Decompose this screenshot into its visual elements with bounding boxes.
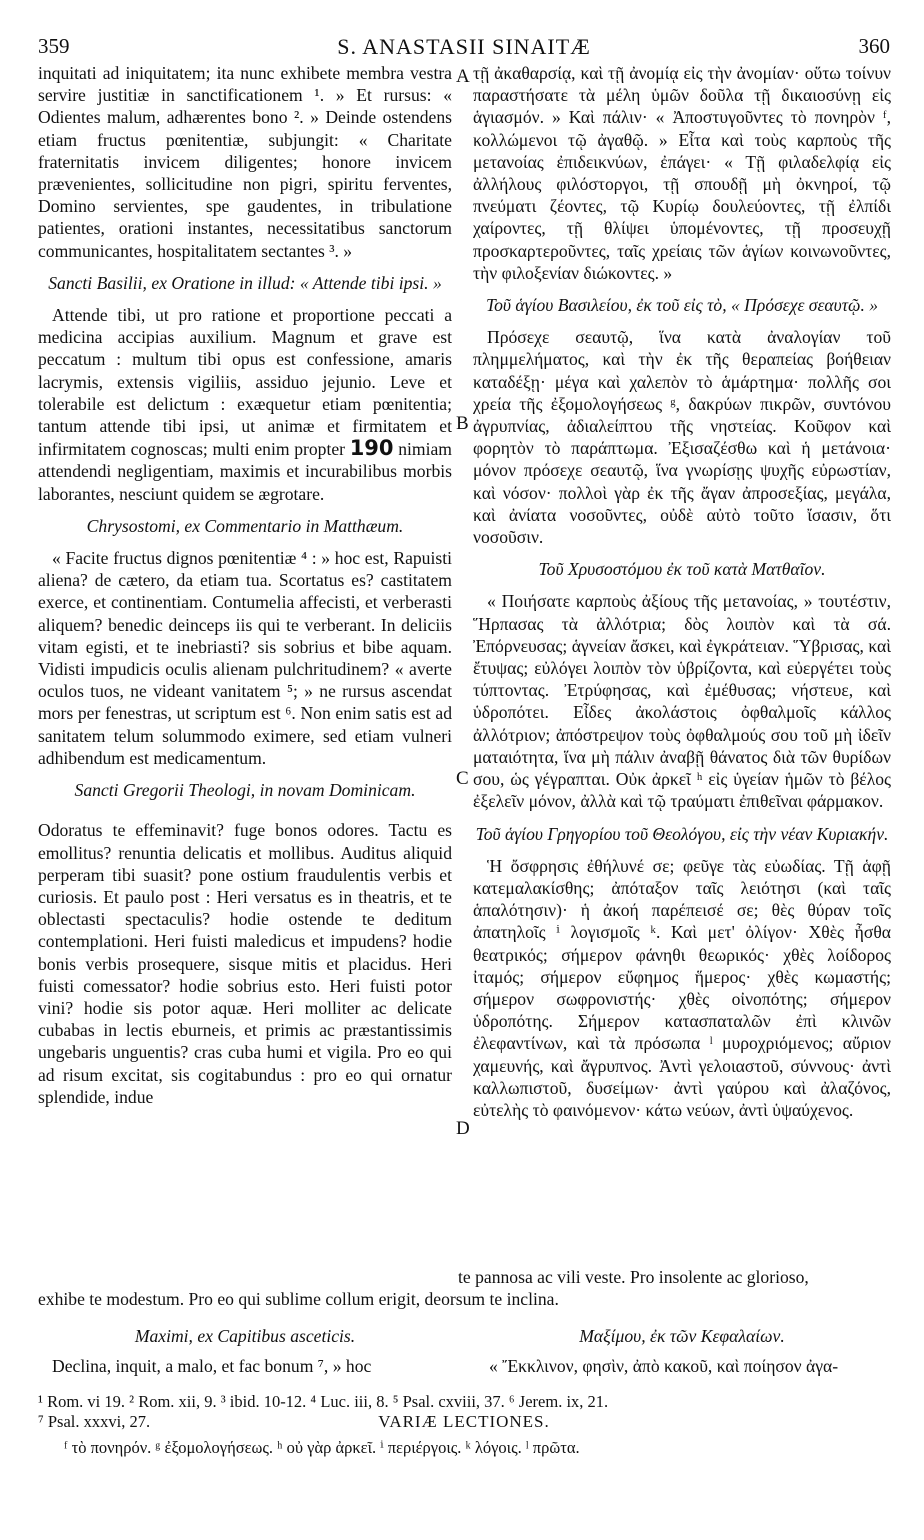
footnote-line-1: ¹ Rom. vi 19. ² Rom. xii, 9. ³ ibid. 10-12. ⁴ Luc. iii, 8. ⁵ Psal. cxviii, 37. ⁶ Jerem. ix, 21. [38, 1392, 609, 1411]
full-width-text [38, 1266, 890, 1310]
latin-heading-maximus: Maximi, ex Capitibus asceticis. [134, 1326, 356, 1346]
greek-column [473, 62, 891, 1121]
margin-letter-b: B [456, 413, 469, 434]
footnote-line-2: ⁷ Psal. xxxvi, 27. [38, 1412, 151, 1431]
variae-lectiones: ᶠ τὸ πονηρόν. ᵍ ἐξομολογήσεως. ʰ οὐ γὰρ ἀρκεῖ. ⁱ περιέργοις. ᵏ λόγοις. ˡ πρῶτα. [64, 1438, 580, 1457]
full-width-line-2: exhibe te modestum. Pro eo qui sublime collum erigit, deorsum te inclina. [38, 1289, 559, 1310]
latin-paragraph-2a: Attende tibi, ut pro ratione et proportione peccati a medicina accipias auxilium. Magnum et grave est peccatum : multum tibi opus est confessione, amaris lacrymis, extensis vigiliis, assiduo jejunio. Leve et tolerabile est delictum : exæquetur etiam pœnitentia; tantum attende tibi ipsi, ut animæ et firmitatem et infirmitatem cognoscas; multi enim propter [38, 305, 452, 460]
greek-final-line: « Ἔκκλινον, φησὶν, ἀπὸ κακοῦ, καὶ ποίησον ἀγα- [489, 1356, 839, 1376]
latin-heading-gregory: Sancti Gregorii Theologi, in novam Dominicam. [74, 780, 416, 801]
latin-heading-chrysostom: Chrysostomi, ex Commentario in Matthæum. [86, 515, 404, 536]
latin-paragraph-1: inquitati ad iniquitatem; ita nunc exhibete membra vestra servire justitiæ in sanctificationem ¹. » Et rursus: « Odientes malum, adhærentes bono ². » Deinde ostendens etiam fructus pœnitentiæ, subjungit: « Charitate fraternitatis invicem diligentes; honore invicem prævenientes, sollicitudine non pigri, spiritu ferventes, Domino servientes, spe gaudentes, in tribulatione patientes, orationi instantes, necessitatibus sanctorum communicantes, hospitalitatem sectantes ³. » [38, 63, 452, 261]
greek-paragraph-1: τῇ ἀκαθαρσίᾳ, καὶ τῇ ἀνομίᾳ εἰς τὴν ἀνομίαν· οὕτω τοίνυν παραστήσατε τὰ μέλη ὑμῶν δοῦλα τῇ δικαιοσύνῃ εἰς ἁγιασμόν. » Καὶ πάλιν· « Ἀποστυγοῦντες τὸ πονηρὸν ᶠ, κολλώμενοι τῷ ἀγαθῷ. » Εἶτα καὶ τοὺς καρποὺς τῆς μετανοίας ἐπιδεικνύων, ἐπάγει· « Τῇ φιλαδελφίᾳ εἰς ἀλλήλους φιλόστοργοι, τῇ σπουδῇ μὴ ὀκνηροί, τῷ πνεύματι ζέοντες, τῷ Κυρίῳ δουλεύοντες, τῇ ἐλπίδι χαίροντες, τῇ θλίψει ὑπομένοντες, τῇ προσευχῇ προσκαρτεροῦντες, ταῖς χρείαις τῶν ἁγίων κοινωνοῦντες, τὴν φιλοξενίαν διώκοντες. » [473, 63, 891, 283]
greek-heading-gregory: Τοῦ ἁγίου Γρηγορίου τοῦ Θεολόγου, εἰς τὴν νέαν Κυριακήν. [475, 823, 889, 844]
latin-paragraph-4: Odoratus te effeminavit? fuge bonos odores. Tactu es emollitus? renuntia delicatis et mollibus. Auditus aliquid perperam tibi suasit? pone ostium fraudulentis verbis et curiosis. Et paulo post : Heri versatus es in theatris, et te oblectasti spectaculis? hodie ostende te deditum contemplationi. Heri fuisti maledicus et impudens? hodie bonis verbis prosequere, sisque mitis et placidus. Heri fuisti comessator? hodie sobrius esto. Heri fuisti potor vini? hodie sis potor aquæ. Heri molliter ac delicate cubabas in lectis eburneis, et primis ac præstantissimis ungebaris unguentis? cras cuba humi et vigila. Pro eo qui ad risum excitat, sis cogitabundus : pro eo qui ornatur splendide, indue [38, 820, 452, 1107]
page-number-left: 359 [38, 34, 70, 58]
greek-paragraph-4: Ἡ ὄσφρησις ἐθήλυνέ σε; φεῦγε τὰς εὐωδίας. Τῇ ἁφῇ κατεμαλακίσθης; ἀπόταξον ταῖς λειότησι (καὶ ταῖς ἁπαλότησιν)· ἡ ἀκοή παρέπεισέ σε; θὲς θύραν τοῖς ἀπατηλοῖς ⁱ λογισμοῖς ᵏ. Καὶ μετ' ὀλίγον· Χθὲς ἦσθα θεατρικός; σήμερον φάνηθι θεωρικός· χθὲς λοίδορος ἰταμός; σήμερον εὔφημος ἥμερος· χθὲς κωμαστής; σήμερον σωφρονιστής· χθὲς οἰνοπότης; σήμερον ὑδροπότης. Σήμερον κατασπαταλῶν ἐπὶ κλινῶν ἐλεφαντίνων, καὶ τὰ πρόσωπα ˡ μυροχριόμενος; αὔριον χαμευνής, καὶ ἄγρυπνος. Ἀντὶ γελοιαστοῦ, σύννους· ἀντὶ καλλωπιστοῦ, δυσείμων· ἀντὶ γαύρου καὶ ἀλαζόνος, εὐτελὴς τὸ φαινόμενον· κάτω νεύων, ἀντὶ ὑψαύχενος. [473, 855, 891, 1120]
latin-heading-basil: Sancti Basilii, ex Oratione in illud: « Attende tibi ipsi. » [48, 272, 442, 293]
greek-paragraph-3: « Ποιήσατε καρποὺς ἀξίους τῆς μετανοίας, » τουτέστιν, Ἥρπασας τὰ ἀλλότρια; δὸς λοιπὸν καὶ τὰ σά. Ἐπόρνευσας; ἁγνείαν ἄσκει, καὶ ἐγκράτειαν. Ὕβρισας, καὶ ἔτυψας; εὐλόγει λοιπὸν τὸν ὑβρίζοντα, καὶ εὐεργέτει τοὺς τύπτοντας. Ἐτρύφησας, καὶ ἐμέθυσας; νήστευε, καὶ ὑδροπότει. Εἶδες ἀκολάστοις ὀφθαλμοῖς κάλλος ἀλλότριον; ἀπόστρεψον τοὺς ὀφθαλμούς σου τοῦ μὴ ἰδεῖν ματαιότητα, ἵνα μὴ πάλιν ἀναβῇ θάνατος διὰ τῶν θυρίδων σου, ὡς γέγραπται. Οὐκ ἀρκεῖ ʰ εἰς ὑγείαν ἡμῶν τὸ βέλος ἐξελεῖν μόνον, ἀλλὰ καὶ τῷ τραύματι ἐπιθεῖναι φάρμακον. [473, 591, 891, 812]
latin-final-line: Declina, inquit, a malo, et fac bonum ⁷, » hoc [52, 1356, 372, 1376]
margin-letter-c: C [456, 768, 469, 789]
latin-column [38, 62, 452, 1108]
greek-heading-chrysostom: Τοῦ Χρυσοστόμου ἐκ τοῦ κατὰ Ματθαῖον. [538, 559, 826, 580]
page-number-right: 360 [858, 34, 890, 58]
footnotes [38, 1392, 890, 1458]
page-header [38, 34, 890, 62]
greek-heading-maximus: Μαξίμου, ἐκ τῶν Κεφαλαίων. [579, 1326, 785, 1346]
variae-lectiones-title: VARIÆ LECTIONES. [378, 1412, 550, 1431]
latin-paragraph-2 [38, 304, 452, 505]
latin-paragraph-2b: nimiam attendendi negligentiam, maximis et incurabilibus morbis laborantes, nesciunt quidem se ægrotare. [38, 439, 452, 504]
margin-letter-d: D [456, 1118, 470, 1139]
full-width-line-1: te pannosa ac vili veste. Pro insolente ac glorioso, [458, 1267, 809, 1287]
footnote-line-2-row [38, 1412, 890, 1434]
margin-letter-a: A [456, 66, 470, 87]
column-number: 190 [349, 436, 394, 461]
greek-paragraph-2: Πρόσεχε σεαυτῷ, ἵνα κατὰ ἀναλογίαν τοῦ πλημμελήματος, καὶ τὴν ἐκ τῆς θεραπείας βοήθειαν καταδέξῃ· μέγα καὶ χαλεπὸν τὸ ἁμάρτημα· πολλῆς σοι χρεία τῆς ἐξομολογήσεως ᵍ, δακρύων πικρῶν, συντόνου ἀγρυπνίας, ἀδιαλείπτου τῆς νηστείας. Κοῦφον καὶ φορητὸν τὸ παράπτωμα. Ἐξισαζέσθω καὶ ἡ μετάνοια· μόνον πρόσεχε σεαυτῷ, ἵνα γνωρίσῃς ψυχῆς εὐρωστίαν, καὶ νόσον· πολλοὶ γὰρ ἐκ τῆς ἄγαν ἀπροσεξίας, μεγάλα, καὶ ἀνίατα νοσοῦντες, οὐδὲ αὐτὸ τοῦτο ἴσασιν, ὅτι νοσοῦσιν. [473, 327, 891, 548]
running-title: S. ANASTASII SINAITÆ [337, 34, 591, 59]
greek-heading-basil: Τοῦ ἁγίου Βασιλείου, ἐκ τοῦ εἰς τὸ, « Πρόσεχε σεαυτῷ. » [485, 295, 879, 316]
latin-paragraph-3: « Facite fructus dignos pœnitentiæ ⁴ : » hoc est, Rapuisti aliena? de cætero, da etiam tua. Scortatus es? castitatem exerce, et continentiam. Contumelia affecisti, et verberasti aliquem? benedic deinceps iis qui te verberant. In deliciis vitam egisti, et te inebriasti? sis sobrius et bibe aquam. Vidisti impudicis oculis alienam pulchritudinem? « averte oculos tuos, ne videant vanitatem ⁵; » ne rursus ascendat mors per fenestras, ut scriptum est ⁶. Non enim satis est ad sanitatem telum solummodo eximere, sed etiam vulneri adhibendum est medicamentum. [38, 548, 452, 768]
